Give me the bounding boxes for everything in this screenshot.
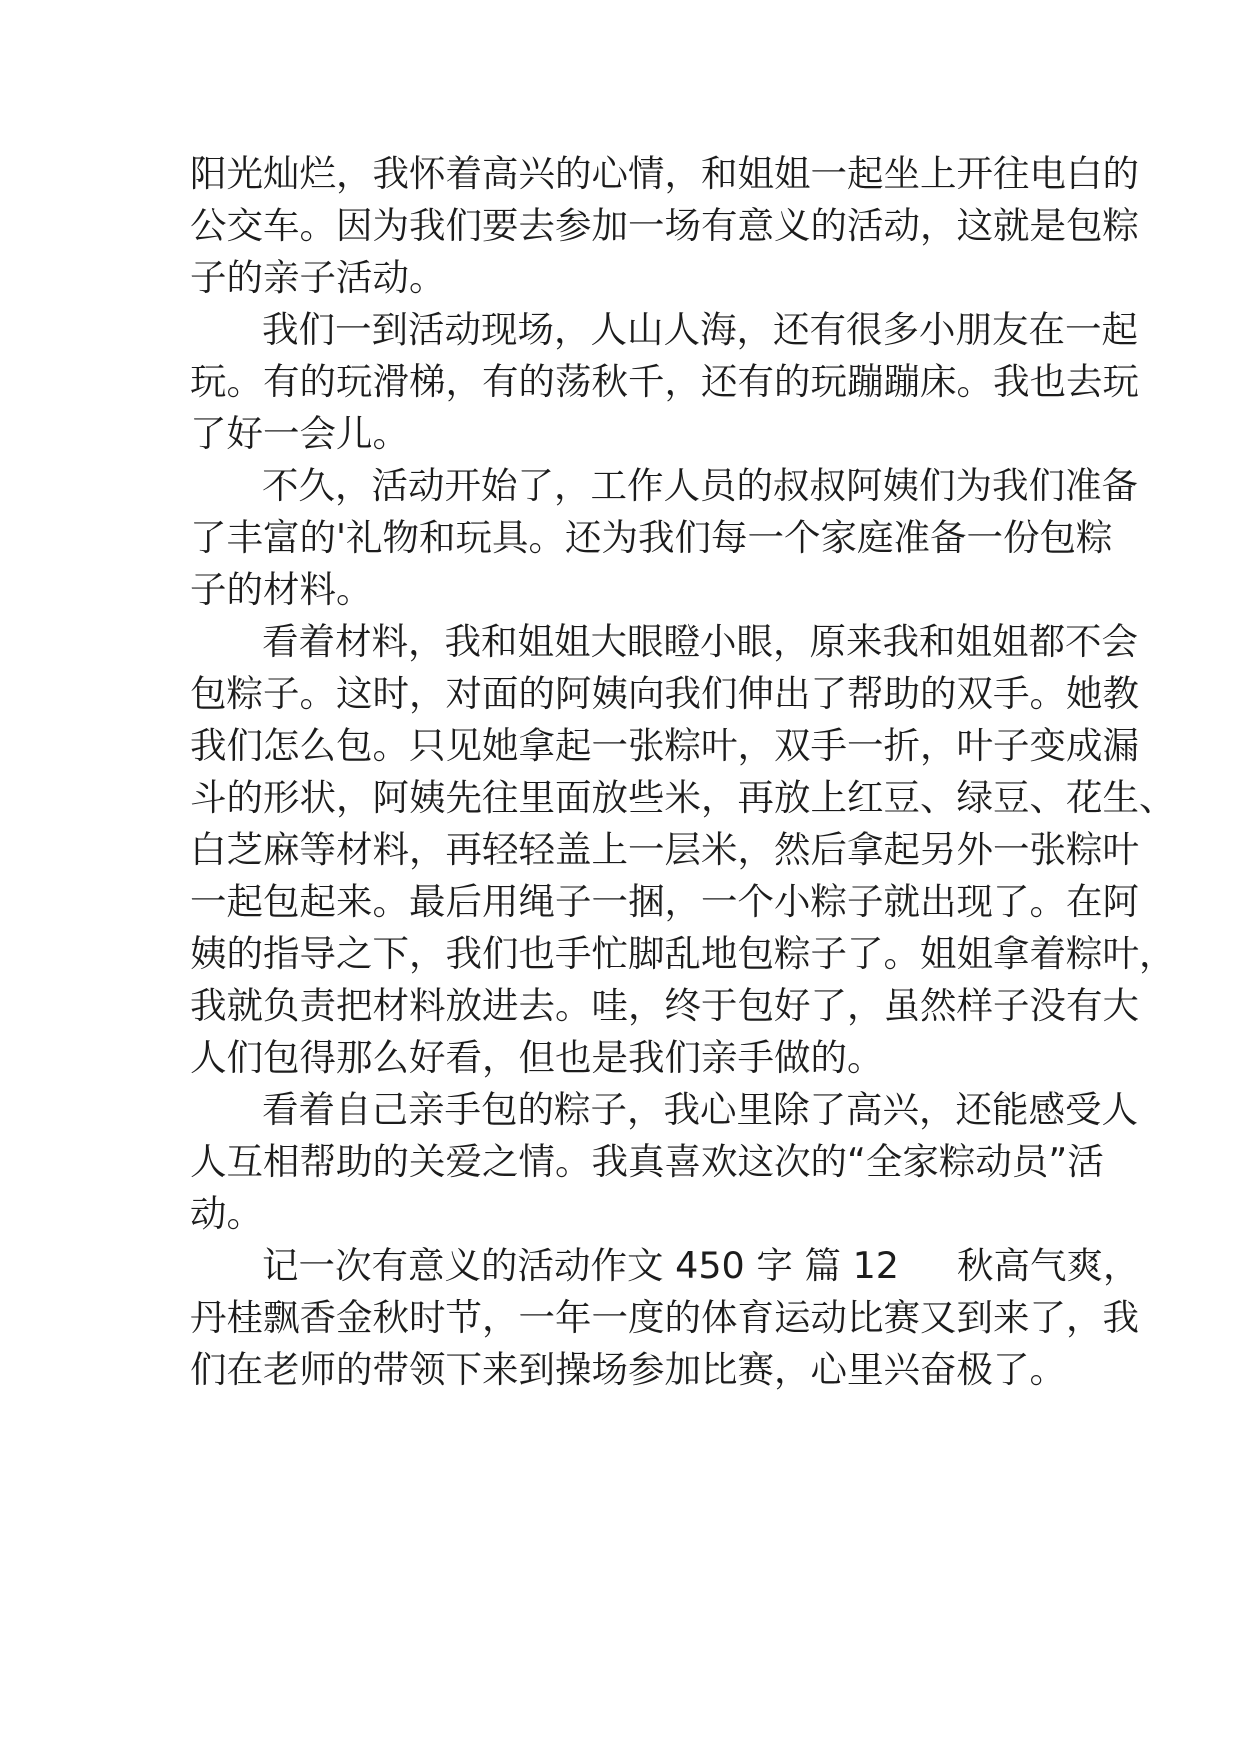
section-heading-line [262, 1237, 1140, 1295]
paragraph-4-line-2: 包粽子。这时，对面的阿姨向我们伸出了帮助的双手。她教 [190, 672, 1139, 715]
paragraph-4-line-9: 人们包得那么好看，但也是我们亲手做的。 [190, 1036, 884, 1079]
paragraph-2-line-2: 玩。有的玩滑梯，有的荡秋千，还有的玩蹦蹦床。我也去玩 [190, 360, 1139, 403]
paragraph-4-line-3: 我们怎么包。只见她拿起一张粽叶，双手一折，叶子变成漏 [190, 724, 1139, 767]
paragraph-4-line-5: 白芝麻等材料，再轻轻盖上一层米，然后拿起另外一张粽叶 [190, 828, 1139, 871]
paragraph-4-line-4: 斗的形状，阿姨先往里面放些米，再放上红豆、绿豆、花生、 [190, 776, 1176, 819]
paragraph-5-line-3: 动。 [190, 1192, 263, 1235]
paragraph-3-line-1: 不久，活动开始了，工作人员的叔叔阿姨们为我们准备 [262, 464, 1138, 507]
section-heading: 记一次有意义的活动作文 450 字 篇 12 [262, 1244, 900, 1287]
paragraph-3-line-3: 子的材料。 [190, 568, 373, 611]
paragraph-2-line-1: 我们一到活动现场，人山人海，还有很多小朋友在一起 [262, 308, 1138, 351]
paragraph-4-line-8: 我就负责把材料放进去。哇，终于包好了，虽然样子没有大 [190, 984, 1139, 1027]
paragraph-3-line-2: 了丰富的'礼物和玩具。还为我们每一个家庭准备一份包粽 [190, 516, 1113, 559]
section-first-line-text: 秋高气爽， [957, 1244, 1140, 1287]
paragraph-1-line-1: 阳光灿烂，我怀着高兴的心情，和姐姐一起坐上开往电白的 [190, 152, 1139, 195]
section-line-2: 丹桂飘香金秋时节，一年一度的体育运动比赛又到来了，我 [190, 1296, 1139, 1339]
paragraph-4-line-7: 姨的指导之下，我们也手忙脚乱地包粽子了。姐姐拿着粽叶， [190, 932, 1176, 975]
section-line-3: 们在老师的带领下来到操场参加比赛，心里兴奋极了。 [190, 1348, 1066, 1391]
paragraph-4-line-1: 看着材料，我和姐姐大眼瞪小眼，原来我和姐姐都不会 [262, 620, 1138, 663]
paragraph-5-line-2: 人互相帮助的关爱之情。我真喜欢这次的“全家粽动员”活 [190, 1140, 1104, 1183]
paragraph-1-line-3: 子的亲子活动。 [190, 256, 446, 299]
paragraph-4-line-6: 一起包起来。最后用绳子一捆，一个小粽子就出现了。在阿 [190, 880, 1139, 923]
paragraph-2-line-3: 了好一会儿。 [190, 412, 409, 455]
paragraph-5-line-1: 看着自己亲手包的粽子，我心里除了高兴，还能感受人 [262, 1088, 1138, 1131]
paragraph-1-line-2: 公交车。因为我们要去参加一场有意义的活动，这就是包粽 [190, 204, 1139, 247]
